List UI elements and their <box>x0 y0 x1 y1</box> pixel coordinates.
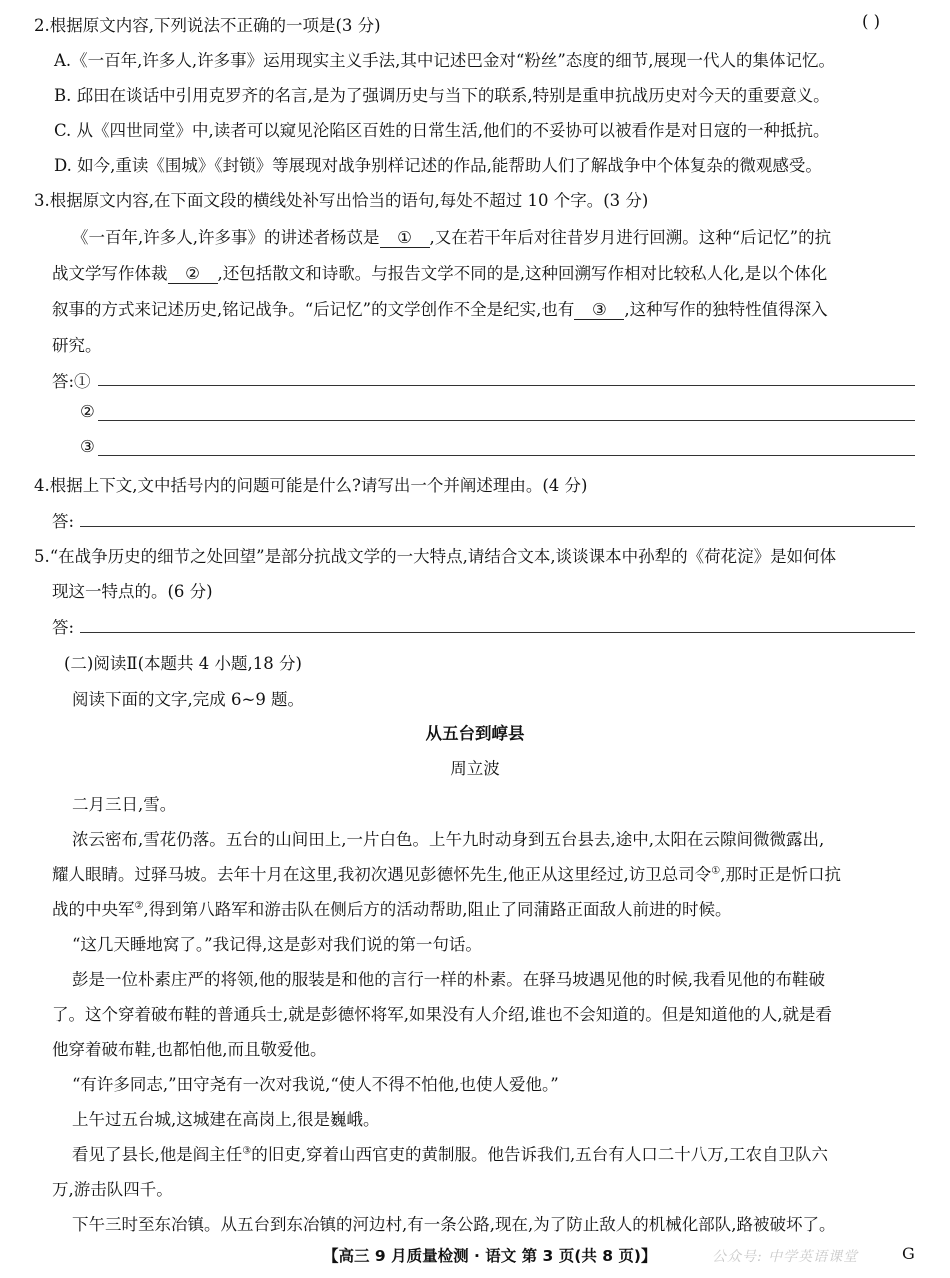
footer-exam-info: 【高三 9 月质量检测 · 语文 第 3 页(共 8 页)】 <box>323 1247 657 1265</box>
q2-option-b: B. 邱田在谈话中引用克罗齐的名言,是为了强调历史与当下的联系,特别是重申抗战历史对今天的重要意义。 <box>54 86 830 105</box>
q2-option-d: D. 如今,重读《围城》《封锁》等展现对战争别样记述的作品,能帮助人们了解战争中个体复杂的微观感受。 <box>54 156 822 175</box>
q5-answer-label: 答: <box>52 618 75 637</box>
q3-stem: 3.根据原文内容,在下面文段的横线处补写出恰当的语句,每处不超过 10 个字。(3 分) <box>34 191 649 210</box>
footer-watermark: 公众号: 中学英语课堂 <box>712 1249 859 1265</box>
q5-answer-line[interactable] <box>80 632 915 633</box>
q4-stem: 4.根据上下文,文中括号内的问题可能是什么?请写出一个并阐述理由。(4 分) <box>34 476 588 495</box>
q2-answer-bracket: ( ) <box>862 12 881 31</box>
passage-p1-line-1: 浓云密布,雪花仍落。五台的山间田上,一片白色。上午九时动身到五台县去,途中,太阳在云隙间微微露出, <box>72 830 825 849</box>
q3-answer-line-2[interactable] <box>98 420 915 421</box>
q2-option-c: C. 从《四世同堂》中,读者可以窥见沦陷区百姓的日常生活,他们的不妥协可以被看作是对日寇的一种抵抗。 <box>54 121 830 140</box>
passage-p3-line-3: 他穿着破布鞋,也都怕他,而且敬爱他。 <box>52 1040 327 1059</box>
q3-passage-line-2: 战文学写作体裁 ② ,还包括散文和诗歌。与报告文学不同的是,这种回溯写作相对比较私人化,是以个体化 <box>52 264 828 283</box>
passage-p3-line-1: 彭是一位朴素庄严的将领,他的服装是和他的言行一样的朴素。在驿马坡遇见他的时候,我看见他的布鞋破 <box>72 970 825 989</box>
passage-date: 二月三日,雪。 <box>72 795 177 814</box>
passage-p7: 下午三时至东冶镇。从五台到东冶镇的河边村,有一条公路,现在,为了防止敌人的机械化部队,路被破坏了。 <box>72 1215 836 1234</box>
q3-passage-line-1: 《一百年,许多人,许多事》的讲述者杨苡是 ① ,又在若干年后对往昔岁月进行回溯。这种“后记忆”的抗 <box>72 228 832 247</box>
passage-author: 周立波 <box>450 759 500 778</box>
footnote-marker-3: ③ <box>242 1145 252 1157</box>
passage-p6-line-1: 看见了县长,他是阎主任③的旧吏,穿着山西官吏的黄制服。他告诉我们,五台有人口二十八万,工农自卫队六 <box>72 1145 828 1164</box>
q2-option-a: A.《一百年,许多人,许多事》运用现实主义手法,其中记述巴金对“粉丝”态度的细节,展现一代人的集体记忆。 <box>54 51 836 70</box>
q5-stem-line-1: 5.“在战争历史的细节之处回望”是部分抗战文学的一大特点,请结合文本,谈谈课本中孙犁的《荷花淀》是如何体 <box>34 547 837 566</box>
passage-p4: “有许多同志,”田守尧有一次对我说,“使人不得不怕他,也使人爱他。” <box>72 1075 559 1094</box>
q3-answer-line-3[interactable] <box>98 455 915 456</box>
reading-section-header: (二)阅读Ⅱ(本题共 4 小题,18 分) <box>64 654 302 673</box>
footnote-marker-2: ② <box>134 900 144 912</box>
passage-p3-line-2: 了。这个穿着破布鞋的普通兵士,就是彭德怀将军,如果没有人介绍,谁也不会知道的。但是知道他的人,就是看 <box>52 1005 832 1024</box>
passage-title: 从五台到崞县 <box>425 724 525 743</box>
q3-answer-mark-3: ③ <box>80 437 95 456</box>
passage-p6-line-2: 万,游击队四千。 <box>52 1180 173 1199</box>
passage-p5: 上午过五台城,这城建在高岗上,很是巍峨。 <box>72 1110 380 1129</box>
passage-p1-line-2: 耀人眼睛。过驿马坡。去年十月在这里,我初次遇见彭德怀先生,他正从这里经过,访卫总司令①,那时正是忻口抗 <box>52 865 841 884</box>
q2-stem: 2.根据原文内容,下列说法不正确的一项是(3 分) <box>34 16 381 35</box>
passage-p1-line-3: 战的中央军②,得到第八路军和游击队在侧后方的活动帮助,阻止了同蒲路正面敌人前进的时候。 <box>52 900 732 919</box>
q3-passage-line-4: 研究。 <box>52 336 102 355</box>
q3-answer-label: 答:① <box>52 372 91 391</box>
footnote-marker-1: ① <box>711 865 721 877</box>
q3-answer-line-1[interactable] <box>98 385 915 386</box>
q3-blank-3[interactable]: ③ <box>574 301 624 320</box>
q3-passage-line-3: 叙事的方式来记述历史,铭记战争。“后记忆”的文学创作不全是纪实,也有 ③ ,这种写作的独特性值得深入 <box>52 300 828 319</box>
q3-blank-1[interactable]: ① <box>380 229 430 248</box>
q3-answer-mark-2: ② <box>80 402 95 421</box>
q5-stem-line-2: 现这一特点的。(6 分) <box>52 582 213 601</box>
footer-version-code: G <box>902 1244 915 1263</box>
q4-answer-line[interactable] <box>80 526 915 527</box>
q4-answer-label: 答: <box>52 512 75 531</box>
reading-instruction: 阅读下面的文字,完成 6~9 题。 <box>72 690 305 709</box>
passage-p2: “这几天睡地窝了。”我记得,这是彭对我们说的第一句话。 <box>72 935 482 954</box>
q3-blank-2[interactable]: ② <box>168 265 218 284</box>
